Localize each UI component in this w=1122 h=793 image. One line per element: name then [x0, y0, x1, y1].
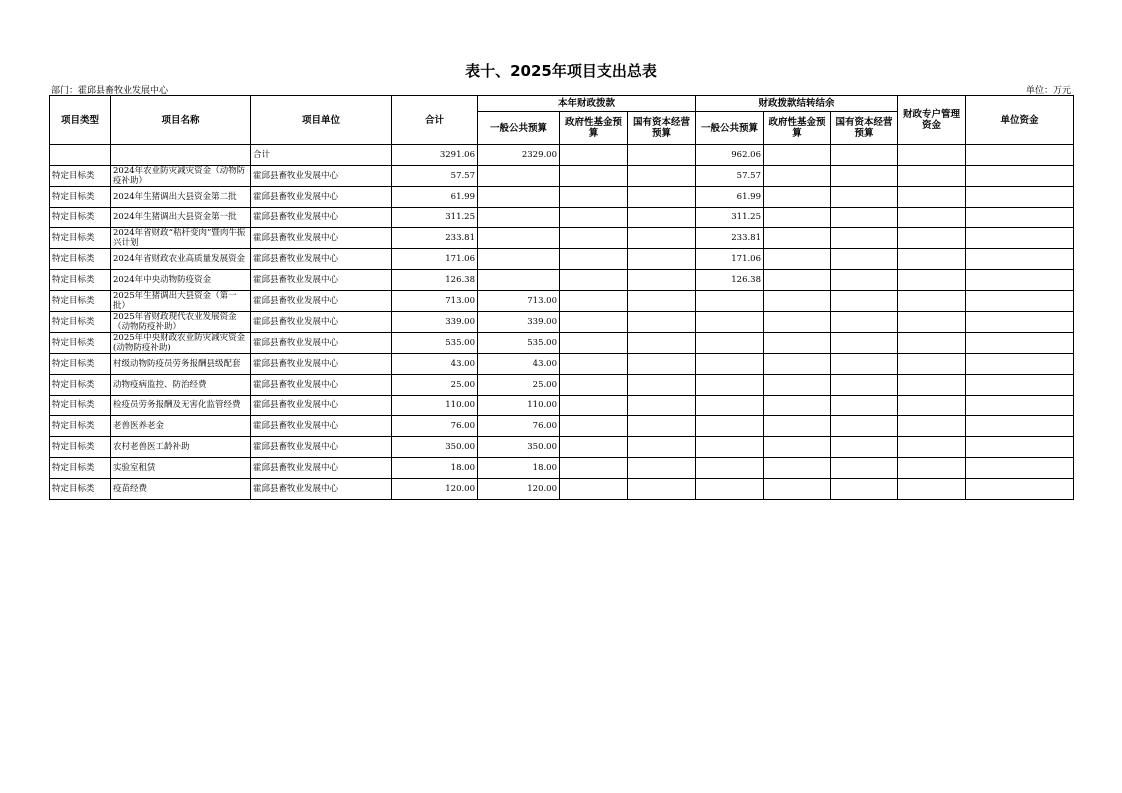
- cell-co-general-budget: 126.38: [696, 270, 764, 291]
- cell-project-unit: 霍邱县畜牧业发展中心: [251, 270, 392, 291]
- cell-co-gov-fund-budget: [764, 145, 831, 166]
- cell-cur-gov-fund-budget: [560, 374, 628, 395]
- cell-co-general-budget: [696, 353, 764, 374]
- cell-special-fund: [898, 290, 966, 311]
- table-row: [50, 249, 1074, 270]
- cell-co-gov-fund-budget: [764, 207, 831, 228]
- cell-co-state-capital-budget: [831, 478, 898, 499]
- cell-cur-general-budget: 339.00: [478, 311, 560, 332]
- cell-co-general-budget: [696, 332, 764, 353]
- page-title: 表十、2025年项目支出总表: [465, 62, 657, 80]
- cell-total: 25.00: [392, 374, 478, 395]
- header-current-year-group: 本年财政拨款: [478, 96, 696, 112]
- cell-cur-general-budget: 76.00: [478, 416, 560, 437]
- cell-unit-fund: [966, 270, 1074, 291]
- cell-cur-general-budget: 2329.00: [478, 145, 560, 166]
- cell-cur-gov-fund-budget: [560, 186, 628, 207]
- cell-cur-state-capital-budget: [628, 353, 696, 374]
- cell-co-state-capital-budget: [831, 311, 898, 332]
- cell-project-type: [50, 145, 111, 166]
- cell-co-state-capital-budget: [831, 437, 898, 458]
- cell-project-name: 实验室租赁: [111, 457, 251, 478]
- cell-special-fund: [898, 395, 966, 416]
- cell-co-state-capital-budget: [831, 145, 898, 166]
- header-cur-gov-fund-budget: 政府性基金预算: [560, 112, 628, 145]
- cell-total: 171.06: [392, 249, 478, 270]
- cell-project-name: 检疫员劳务报酬及无害化监管经费: [111, 395, 251, 416]
- cell-cur-state-capital-budget: [628, 145, 696, 166]
- table-row: [50, 437, 1074, 458]
- cell-unit-fund: [966, 207, 1074, 228]
- cell-special-fund: [898, 249, 966, 270]
- cell-unit-fund: [966, 457, 1074, 478]
- cell-cur-state-capital-budget: [628, 186, 696, 207]
- cell-project-name: 疫苗经费: [111, 478, 251, 499]
- cell-unit-fund: [966, 186, 1074, 207]
- cell-cur-general-budget: 350.00: [478, 437, 560, 458]
- cell-cur-gov-fund-budget: [560, 249, 628, 270]
- cell-co-state-capital-budget: [831, 270, 898, 291]
- header-co-general-budget: 一般公共预算: [696, 112, 764, 145]
- cell-project-unit: 霍邱县畜牧业发展中心: [251, 228, 392, 249]
- cell-unit-fund: [966, 395, 1074, 416]
- cell-cur-general-budget: 713.00: [478, 290, 560, 311]
- cell-cur-state-capital-budget: [628, 332, 696, 353]
- cell-special-fund: [898, 311, 966, 332]
- cell-cur-gov-fund-budget: [560, 395, 628, 416]
- cell-cur-gov-fund-budget: [560, 207, 628, 228]
- cell-project-name: 2024年生猪调出大县资金第一批: [111, 207, 251, 228]
- cell-cur-state-capital-budget: [628, 249, 696, 270]
- cell-special-fund: [898, 207, 966, 228]
- header-carryover-group: 财政拨款结转结余: [696, 96, 898, 112]
- cell-co-gov-fund-budget: [764, 437, 831, 458]
- header-total: 合计: [392, 96, 478, 145]
- cell-project-name: 2025年中央财政农业防灾减灾资金(动物防疫补助): [111, 332, 251, 353]
- cell-co-state-capital-budget: [831, 395, 898, 416]
- cell-cur-state-capital-budget: [628, 207, 696, 228]
- cell-unit-fund: [966, 228, 1074, 249]
- cell-co-gov-fund-budget: [764, 416, 831, 437]
- cell-project-unit: 霍邱县畜牧业发展中心: [251, 374, 392, 395]
- cell-total: 713.00: [392, 290, 478, 311]
- cell-special-fund: [898, 437, 966, 458]
- cell-co-general-budget: [696, 311, 764, 332]
- table-row: [50, 290, 1074, 311]
- cell-unit-fund: [966, 249, 1074, 270]
- cell-project-name: 2024年省财政农业高质量发展资金: [111, 249, 251, 270]
- cell-project-unit: 霍邱县畜牧业发展中心: [251, 416, 392, 437]
- cell-co-gov-fund-budget: [764, 186, 831, 207]
- table-row: [50, 311, 1074, 332]
- cell-total: 233.81: [392, 228, 478, 249]
- cell-cur-gov-fund-budget: [560, 332, 628, 353]
- cell-project-type: 特定目标类: [50, 249, 111, 270]
- cell-project-unit: 霍邱县畜牧业发展中心: [251, 457, 392, 478]
- cell-co-state-capital-budget: [831, 374, 898, 395]
- cell-cur-general-budget: 18.00: [478, 457, 560, 478]
- cell-cur-state-capital-budget: [628, 270, 696, 291]
- cell-special-fund: [898, 478, 966, 499]
- cell-co-gov-fund-budget: [764, 457, 831, 478]
- header-special-fund: 财政专户管理资金: [898, 96, 966, 145]
- cell-total: 339.00: [392, 311, 478, 332]
- cell-cur-general-budget: [478, 228, 560, 249]
- cell-project-unit: 霍邱县畜牧业发展中心: [251, 311, 392, 332]
- cell-project-type: 特定目标类: [50, 416, 111, 437]
- cell-unit-fund: [966, 145, 1074, 166]
- table-row: [50, 207, 1074, 228]
- cell-cur-gov-fund-budget: [560, 145, 628, 166]
- cell-unit-fund: [966, 416, 1074, 437]
- cell-special-fund: [898, 228, 966, 249]
- cell-cur-general-budget: [478, 270, 560, 291]
- cell-project-name: 2024年中央动物防疫资金: [111, 270, 251, 291]
- cell-co-general-budget: [696, 290, 764, 311]
- cell-project-type: 特定目标类: [50, 207, 111, 228]
- cell-special-fund: [898, 165, 966, 186]
- cell-co-general-budget: 171.06: [696, 249, 764, 270]
- cell-project-name: [111, 145, 251, 166]
- cell-cur-general-budget: 25.00: [478, 374, 560, 395]
- cell-project-unit: 合计: [251, 145, 392, 166]
- cell-total: 57.57: [392, 165, 478, 186]
- cell-cur-general-budget: 535.00: [478, 332, 560, 353]
- cell-project-name: 农村老兽医工龄补助: [111, 437, 251, 458]
- cell-project-name: 2024年生猪调出大县资金第二批: [111, 186, 251, 207]
- cell-project-unit: 霍邱县畜牧业发展中心: [251, 332, 392, 353]
- cell-co-gov-fund-budget: [764, 249, 831, 270]
- cell-cur-gov-fund-budget: [560, 270, 628, 291]
- cell-cur-general-budget: [478, 249, 560, 270]
- table-header: [50, 96, 1074, 145]
- cell-special-fund: [898, 457, 966, 478]
- cell-co-state-capital-budget: [831, 457, 898, 478]
- table-row: [50, 165, 1074, 186]
- cell-special-fund: [898, 186, 966, 207]
- cell-project-unit: 霍邱县畜牧业发展中心: [251, 207, 392, 228]
- department-label: 部门：霍邱县畜牧业发展中心: [51, 86, 169, 96]
- cell-co-state-capital-budget: [831, 207, 898, 228]
- cell-co-gov-fund-budget: [764, 311, 831, 332]
- cell-unit-fund: [966, 353, 1074, 374]
- cell-project-type: 特定目标类: [50, 457, 111, 478]
- cell-cur-state-capital-budget: [628, 165, 696, 186]
- cell-cur-state-capital-budget: [628, 437, 696, 458]
- cell-co-general-budget: [696, 374, 764, 395]
- cell-co-state-capital-budget: [831, 353, 898, 374]
- cell-cur-general-budget: [478, 165, 560, 186]
- cell-total: 311.25: [392, 207, 478, 228]
- cell-co-gov-fund-budget: [764, 228, 831, 249]
- cell-total: 350.00: [392, 437, 478, 458]
- header-cur-general-budget: 一般公共预算: [478, 112, 560, 145]
- cell-total: 535.00: [392, 332, 478, 353]
- header-co-gov-fund-budget: 政府性基金预算: [764, 112, 831, 145]
- cell-co-state-capital-budget: [831, 332, 898, 353]
- cell-cur-state-capital-budget: [628, 395, 696, 416]
- cell-total: 43.00: [392, 353, 478, 374]
- project-expenditure-table: [49, 95, 1074, 500]
- cell-total: 76.00: [392, 416, 478, 437]
- table-row: [50, 395, 1074, 416]
- total-row: [50, 145, 1074, 166]
- cell-project-type: 特定目标类: [50, 311, 111, 332]
- table-row: [50, 353, 1074, 374]
- cell-cur-gov-fund-budget: [560, 311, 628, 332]
- cell-project-unit: 霍邱县畜牧业发展中心: [251, 249, 392, 270]
- cell-cur-state-capital-budget: [628, 228, 696, 249]
- cell-total: 18.00: [392, 457, 478, 478]
- cell-project-type: 特定目标类: [50, 437, 111, 458]
- cell-co-general-budget: 233.81: [696, 228, 764, 249]
- cell-co-general-budget: [696, 395, 764, 416]
- header-unit-fund: 单位资金: [966, 96, 1074, 145]
- cell-cur-general-budget: 120.00: [478, 478, 560, 499]
- cell-special-fund: [898, 332, 966, 353]
- cell-cur-state-capital-budget: [628, 311, 696, 332]
- cell-project-type: 特定目标类: [50, 165, 111, 186]
- cell-project-type: 特定目标类: [50, 228, 111, 249]
- table-row: [50, 478, 1074, 499]
- table-body: [50, 145, 1074, 500]
- cell-co-state-capital-budget: [831, 165, 898, 186]
- cell-co-general-budget: 57.57: [696, 165, 764, 186]
- cell-cur-general-budget: 110.00: [478, 395, 560, 416]
- cell-total: 61.99: [392, 186, 478, 207]
- cell-cur-gov-fund-budget: [560, 353, 628, 374]
- cell-co-state-capital-budget: [831, 228, 898, 249]
- cell-total: 126.38: [392, 270, 478, 291]
- cell-project-type: 特定目标类: [50, 186, 111, 207]
- cell-unit-fund: [966, 374, 1074, 395]
- cell-cur-gov-fund-budget: [560, 228, 628, 249]
- cell-special-fund: [898, 145, 966, 166]
- unit-label: 单位：万元: [1025, 86, 1071, 96]
- cell-project-name: 2025年省财政现代农业发展资金（动物防疫补助）: [111, 311, 251, 332]
- cell-project-type: 特定目标类: [50, 374, 111, 395]
- cell-cur-gov-fund-budget: [560, 416, 628, 437]
- cell-cur-gov-fund-budget: [560, 437, 628, 458]
- header-cur-state-capital-budget: 国有资本经营预算: [628, 112, 696, 145]
- cell-unit-fund: [966, 311, 1074, 332]
- cell-cur-state-capital-budget: [628, 416, 696, 437]
- table-row: [50, 374, 1074, 395]
- cell-cur-gov-fund-budget: [560, 478, 628, 499]
- header-project-unit: 项目单位: [251, 96, 392, 145]
- header-co-state-capital-budget: 国有资本经营预算: [831, 112, 898, 145]
- table-row: [50, 228, 1074, 249]
- table-row: [50, 332, 1074, 353]
- cell-project-unit: 霍邱县畜牧业发展中心: [251, 395, 392, 416]
- cell-co-general-budget: [696, 478, 764, 499]
- cell-co-general-budget: [696, 457, 764, 478]
- cell-project-type: 特定目标类: [50, 270, 111, 291]
- cell-project-type: 特定目标类: [50, 478, 111, 499]
- cell-project-unit: 霍邱县畜牧业发展中心: [251, 165, 392, 186]
- table-row: [50, 416, 1074, 437]
- cell-unit-fund: [966, 478, 1074, 499]
- cell-co-gov-fund-budget: [764, 374, 831, 395]
- cell-cur-state-capital-budget: [628, 374, 696, 395]
- cell-project-unit: 霍邱县畜牧业发展中心: [251, 437, 392, 458]
- cell-co-gov-fund-budget: [764, 353, 831, 374]
- cell-unit-fund: [966, 165, 1074, 186]
- cell-unit-fund: [966, 290, 1074, 311]
- cell-project-unit: 霍邱县畜牧业发展中心: [251, 478, 392, 499]
- cell-co-state-capital-budget: [831, 416, 898, 437]
- cell-co-gov-fund-budget: [764, 290, 831, 311]
- cell-co-state-capital-budget: [831, 186, 898, 207]
- cell-total: 110.00: [392, 395, 478, 416]
- cell-project-name: 动物疫病监控、防治经费: [111, 374, 251, 395]
- cell-project-unit: 霍邱县畜牧业发展中心: [251, 353, 392, 374]
- cell-cur-state-capital-budget: [628, 457, 696, 478]
- cell-project-name: 2024年农业防灾减灾资金（动物防疫补助）: [111, 165, 251, 186]
- cell-total: 120.00: [392, 478, 478, 499]
- cell-cur-state-capital-budget: [628, 290, 696, 311]
- cell-co-general-budget: 962.06: [696, 145, 764, 166]
- cell-cur-gov-fund-budget: [560, 290, 628, 311]
- cell-co-state-capital-budget: [831, 249, 898, 270]
- cell-cur-gov-fund-budget: [560, 165, 628, 186]
- cell-project-unit: 霍邱县畜牧业发展中心: [251, 290, 392, 311]
- cell-co-gov-fund-budget: [764, 395, 831, 416]
- cell-co-gov-fund-budget: [764, 165, 831, 186]
- cell-special-fund: [898, 270, 966, 291]
- cell-project-name: 老兽医养老金: [111, 416, 251, 437]
- table-row: [50, 186, 1074, 207]
- cell-co-gov-fund-budget: [764, 478, 831, 499]
- cell-special-fund: [898, 353, 966, 374]
- header-project-type: 项目类型: [50, 96, 111, 145]
- table-row: [50, 270, 1074, 291]
- cell-co-general-budget: [696, 437, 764, 458]
- cell-total: 3291.06: [392, 145, 478, 166]
- cell-project-name: 2024年省财政“秸秆变肉”暨肉牛振兴计划: [111, 228, 251, 249]
- cell-project-type: 特定目标类: [50, 353, 111, 374]
- header-project-name: 项目名称: [111, 96, 251, 145]
- cell-co-gov-fund-budget: [764, 332, 831, 353]
- cell-unit-fund: [966, 437, 1074, 458]
- cell-unit-fund: [966, 332, 1074, 353]
- cell-cur-general-budget: [478, 186, 560, 207]
- cell-co-gov-fund-budget: [764, 270, 831, 291]
- cell-project-name: 村级动物防疫员劳务报酬县级配套: [111, 353, 251, 374]
- cell-project-type: 特定目标类: [50, 395, 111, 416]
- cell-cur-general-budget: 43.00: [478, 353, 560, 374]
- cell-project-type: 特定目标类: [50, 332, 111, 353]
- cell-co-general-budget: 311.25: [696, 207, 764, 228]
- cell-cur-general-budget: [478, 207, 560, 228]
- cell-cur-state-capital-budget: [628, 478, 696, 499]
- cell-co-general-budget: 61.99: [696, 186, 764, 207]
- cell-cur-gov-fund-budget: [560, 457, 628, 478]
- cell-special-fund: [898, 416, 966, 437]
- table-row: [50, 457, 1074, 478]
- cell-co-general-budget: [696, 416, 764, 437]
- cell-special-fund: [898, 374, 966, 395]
- cell-project-unit: 霍邱县畜牧业发展中心: [251, 186, 392, 207]
- cell-project-name: 2025年生猪调出大县资金（第一批）: [111, 290, 251, 311]
- cell-project-type: 特定目标类: [50, 290, 111, 311]
- cell-co-state-capital-budget: [831, 290, 898, 311]
